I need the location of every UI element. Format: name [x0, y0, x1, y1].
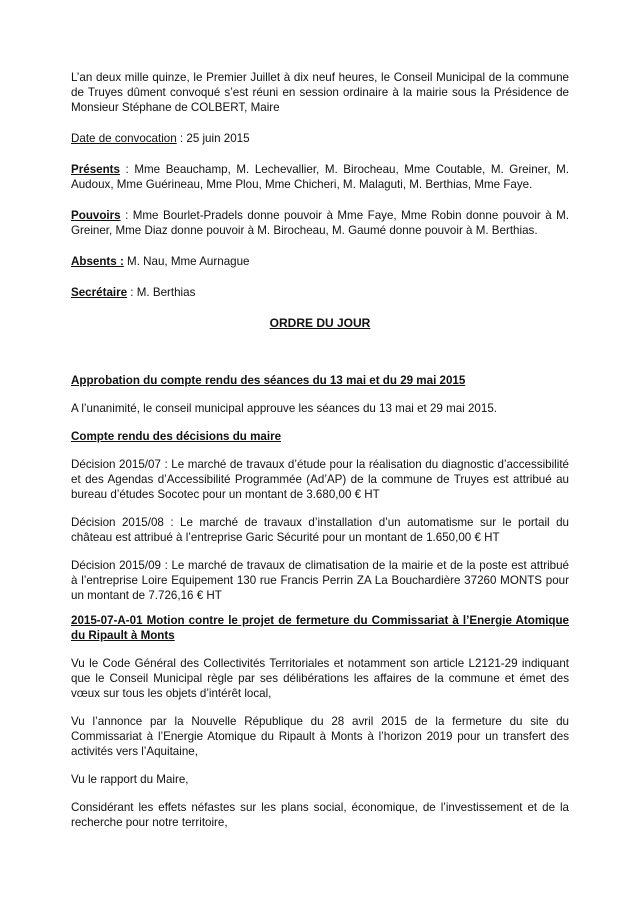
motion-paragraph-1: Vu le Code Général des Collectivités Territoriales et notamment son article L2121-29 indiquant que le Conseil Municipal règle par ses délibérations les affaires de la commune et émet des vœux sur tous les objets d’intérêt local, — [71, 657, 569, 700]
decision-2015-07: Décision 2015/07 : Le marché de travaux d’étude pour la réalisation du diagnostic d’accessibilité et des Agendas d’Accessibilité Programmée (Ad’AP) de la commune de Truyes est attribué au bureau d’études Socotec pour un montant de 3.680,00 € HT — [71, 458, 569, 501]
absents-label: Absents : — [71, 255, 124, 268]
convocation-label: Date de convocation — [71, 132, 177, 145]
agenda-title: ORDRE DU JOUR — [269, 316, 371, 330]
motion-paragraph-2: Vu l’annonce par la Nouvelle République du 28 avril 2015 de la fermeture du site du Commissariat à l’Energie Atomique du Ripault à Monts à l’horizon 2019 pour un transfert des activités vers l’Aquitaine, — [71, 715, 569, 758]
decision-2015-09: Décision 2015/09 : Le marché de travaux de climatisation de la mairie et de la poste est attribué à l’entreprise Loire Equipement 130 rue Francis Perrin ZA La Bouchardière 37260 MONTS pour un montant de 7.726,16 € HT — [71, 559, 569, 602]
pouvoirs-value: : Mme Bourlet-Pradels donne pouvoir à Mme Faye, Mme Robin donne pouvoir à M. Greiner, Mme Diaz donne pouvoir à M. Birocheau, M. Gaumé donne pouvoir à M. Berthias. — [71, 209, 569, 237]
motion-paragraph-4: Considérant les effets néfastes sur les plans social, économique, de l’investissement et de la recherche pour notre territoire, — [71, 801, 569, 829]
secretaire-value: : M. Berthias — [127, 286, 196, 299]
decision-2015-08: Décision 2015/08 : Le marché de travaux d’installation d’un automatisme sur le portail du château est attribué à l’entreprise Garic Sécurité pour un montant de 1.650,00 € HT — [71, 516, 569, 544]
section2-heading: Compte rendu des décisions du maire — [71, 430, 282, 443]
pouvoirs-paragraph — [71, 208, 569, 238]
absents-value: M. Nau, Mme Aurnague — [123, 255, 250, 268]
document-page — [71, 70, 569, 830]
pouvoirs-label: Pouvoirs — [71, 209, 121, 222]
motion-paragraph-3: Vu le rapport du Maire, — [71, 773, 189, 786]
section1-text: A l’unanimité, le conseil municipal approuve les séances du 13 mai et 29 mai 2015. — [71, 402, 497, 415]
secretaire-label: Secrétaire — [71, 286, 128, 299]
absents-line — [71, 254, 569, 269]
convocation-line — [71, 131, 569, 146]
presents-label: Présents — [71, 163, 120, 176]
section3-heading: 2015-07-A-01 Motion contre le projet de fermeture du Commissariat à l’Energie Atomique du Ripault à Monts — [71, 614, 569, 642]
convocation-value: : 25 juin 2015 — [176, 132, 250, 145]
presents-paragraph — [71, 162, 569, 192]
section1-heading: Approbation du compte rendu des séances du 13 mai et du 29 mai 2015 — [71, 374, 466, 387]
presents-value: : Mme Beauchamp, M. Lechevallier, M. Birocheau, Mme Coutable, M. Greiner, M. Audoux, Mme Guérineau, Mme Plou, Mme Chicheri, M. Malaguti, M. Berthias, Mme Faye. — [71, 163, 569, 191]
secretaire-line — [71, 285, 569, 300]
intro-paragraph: L’an deux mille quinze, le Premier Juillet à dix neuf heures, le Conseil Municipal de la commune de Truyes dûment convoqué s’est réuni en session ordinaire à la mairie sous la Présidence de Monsieur Stéphane de COLBERT, Maire — [71, 71, 569, 114]
